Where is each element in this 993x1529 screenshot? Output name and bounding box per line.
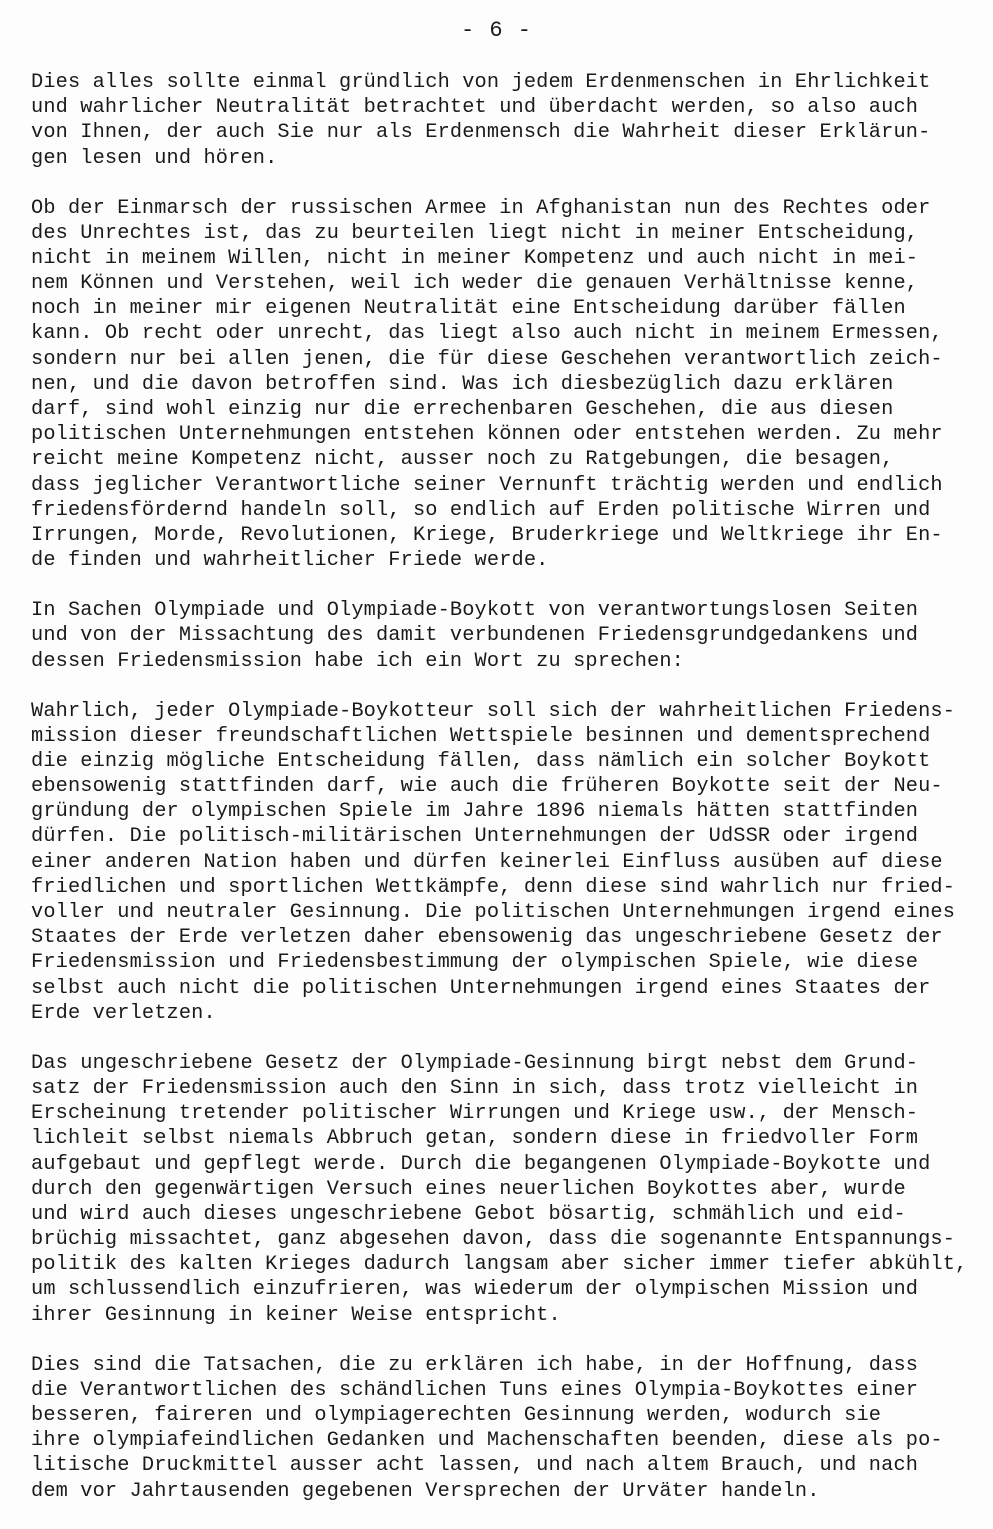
- text-line: Staates der Erde verletzen daher ebensowenig das ungeschriebene Gesetz der: [31, 926, 943, 950]
- text-line: gen lesen und hören.: [31, 146, 278, 170]
- text-line: und wird auch dieses ungeschriebene Gebot bösartig, schmählich und eid-: [31, 1202, 906, 1226]
- paragraph: [31, 699, 981, 1026]
- text-line: lichleit selbst niemals Abbruch getan, sondern diese in friedvoller Form: [31, 1127, 919, 1151]
- text-line: Erscheinung tretender politischer Wirrungen und Kriege usw., der Mensch-: [31, 1102, 919, 1126]
- text-line: aufgebaut und gepflegt werde. Durch die begangenen Olympiade-Boykotte und: [31, 1152, 931, 1176]
- text-line: brüchig missachtet, ganz abgesehen davon, dass die sogenannte Entspannungs-: [31, 1228, 956, 1252]
- text-line: Dies sind die Tatsachen, die zu erklären ich habe, in der Hoffnung, dass: [31, 1353, 919, 1377]
- text-line: dessen Friedensmission habe ich ein Wort zu sprechen:: [31, 649, 684, 673]
- text-line: Das ungeschriebene Gesetz der Olympiade-Gesinnung birgt nebst dem Grund-: [31, 1051, 919, 1075]
- text-line: dürfen. Die politisch-militärischen Unternehmungen der UdSSR oder irgend: [31, 825, 919, 849]
- text-line: mission dieser freundschaftlichen Wettspiele besinnen und dementsprechend: [31, 724, 931, 748]
- text-line: die einzig mögliche Entscheidung fällen, dass nämlich ein solcher Boykott: [31, 749, 931, 773]
- text-line: die Verantwortlichen des schändlichen Tuns eines Olympia-Boykottes einer: [31, 1378, 919, 1402]
- text-line: Irrungen, Morde, Revolutionen, Kriege, Bruderkriege und Weltkriege ihr En-: [31, 523, 943, 547]
- text-line: um schlussendlich einzufrieren, was wiederum der olympischen Mission und: [31, 1278, 919, 1302]
- text-line: voller und neutraler Gesinnung. Die politischen Unternehmungen irgend eines: [31, 901, 956, 925]
- text-line: Erde verletzen.: [31, 1001, 216, 1025]
- text-line: und wahrlicher Neutralität betrachtet und überdacht werden, so also auch: [31, 96, 919, 120]
- text-line: Wahrlich, jeder Olympiade-Boykotteur soll sich der wahrheitlichen Friedens-: [31, 699, 956, 723]
- text-line: ihrer Gesinnung in keiner Weise entspricht.: [31, 1303, 561, 1327]
- text-line: durch den gegenwärtigen Versuch eines neuerlichen Boykottes aber, wurde: [31, 1177, 906, 1201]
- text-line: nicht in meinem Willen, nicht in meiner Kompetenz und auch nicht in mei-: [31, 246, 919, 270]
- text-line: In Sachen Olympiade und Olympiade-Boykott von verantwortungslosen Seiten: [31, 599, 919, 623]
- text-line: sondern nur bei allen jenen, die für diese Geschehen verantwortlich zeich-: [31, 347, 943, 371]
- text-line: noch in meiner mir eigenen Neutralität eine Entscheidung darüber fällen: [31, 297, 906, 321]
- text-line: besseren, faireren und olympiagerechten Gesinnung werden, wodurch sie: [31, 1403, 882, 1427]
- text-line: ebensowenig stattfinden darf, wie auch die früheren Boykotte seit der Neu-: [31, 775, 943, 799]
- text-line: dass jeglicher Verantwortliche seiner Vernunft trächtig werden und endlich: [31, 473, 943, 497]
- text-line: Ob der Einmarsch der russischen Armee in Afghanistan nun des Rechtes oder: [31, 196, 931, 220]
- text-line: politischen Unternehmungen entstehen können oder entstehen werden. Zu mehr: [31, 423, 943, 447]
- text-line: des Unrechtes ist, das zu beurteilen liegt nicht in meiner Entscheidung,: [31, 221, 919, 245]
- page-number: - 6 -: [460, 18, 532, 43]
- body-text: [31, 70, 981, 1529]
- text-line: nen, und die davon betroffen sind. Was ich diesbezüglich dazu erklären: [31, 372, 894, 396]
- text-line: satz der Friedensmission auch den Sinn in sich, dass trotz vielleicht in: [31, 1076, 919, 1100]
- text-line: von Ihnen, der auch Sie nur als Erdenmensch die Wahrheit dieser Erklärun-: [31, 121, 931, 145]
- text-line: Friedensmission und Friedensbestimmung der olympischen Spiele, wie diese: [31, 951, 919, 975]
- text-line: litische Druckmittel ausser acht lassen, und nach altem Brauch, und nach: [31, 1454, 919, 1478]
- text-line: einer anderen Nation haben und dürfen keinerlei Einfluss ausüben auf diese: [31, 850, 943, 874]
- text-line: gründung der olympischen Spiele im Jahre 1896 niemals hätten stattfinden: [31, 800, 919, 824]
- text-line: Dies alles sollte einmal gründlich von jedem Erdenmenschen in Ehrlichkeit: [31, 71, 931, 94]
- text-line: politik des kalten Krieges dadurch langsam aber sicher immer tiefer abkühlt,: [31, 1253, 968, 1277]
- paragraph: [31, 598, 981, 674]
- text-line: reicht meine Kompetenz nicht, ausser noch zu Ratgebungen, die besagen,: [31, 448, 894, 472]
- text-line: nem Können und Verstehen, weil ich weder die genauen Verhältnisse kenne,: [31, 272, 919, 296]
- text-line: darf, sind wohl einzig nur die errechenbaren Geschehen, die aus diesen: [31, 398, 894, 422]
- text-line: dem vor Jahrtausenden gegebenen Versprechen der Urväter handeln.: [31, 1479, 820, 1503]
- paragraph: [31, 1051, 981, 1328]
- text-line: ihre olympiafeindlichen Gedanken und Machenschaften beenden, diese als po-: [31, 1429, 943, 1453]
- paragraph: [31, 196, 981, 574]
- text-line: friedlichen und sportlichen Wettkämpfe, denn diese sind wahrlich nur fried-: [31, 875, 956, 899]
- text-line: kann. Ob recht oder unrecht, das liegt also auch nicht in meinem Ermessen,: [31, 322, 943, 346]
- paragraph: [31, 1353, 981, 1504]
- text-line: friedensfördernd handeln soll, so endlich auf Erden politische Wirren und: [31, 498, 931, 522]
- paragraph: [31, 70, 981, 171]
- text-line: und von der Missachtung des damit verbundenen Friedensgrundgedankens und: [31, 624, 919, 648]
- text-line: selbst auch nicht die politischen Unternehmungen irgend eines Staates der: [31, 976, 931, 1000]
- text-line: de finden und wahrheitlicher Friede werde.: [31, 549, 549, 573]
